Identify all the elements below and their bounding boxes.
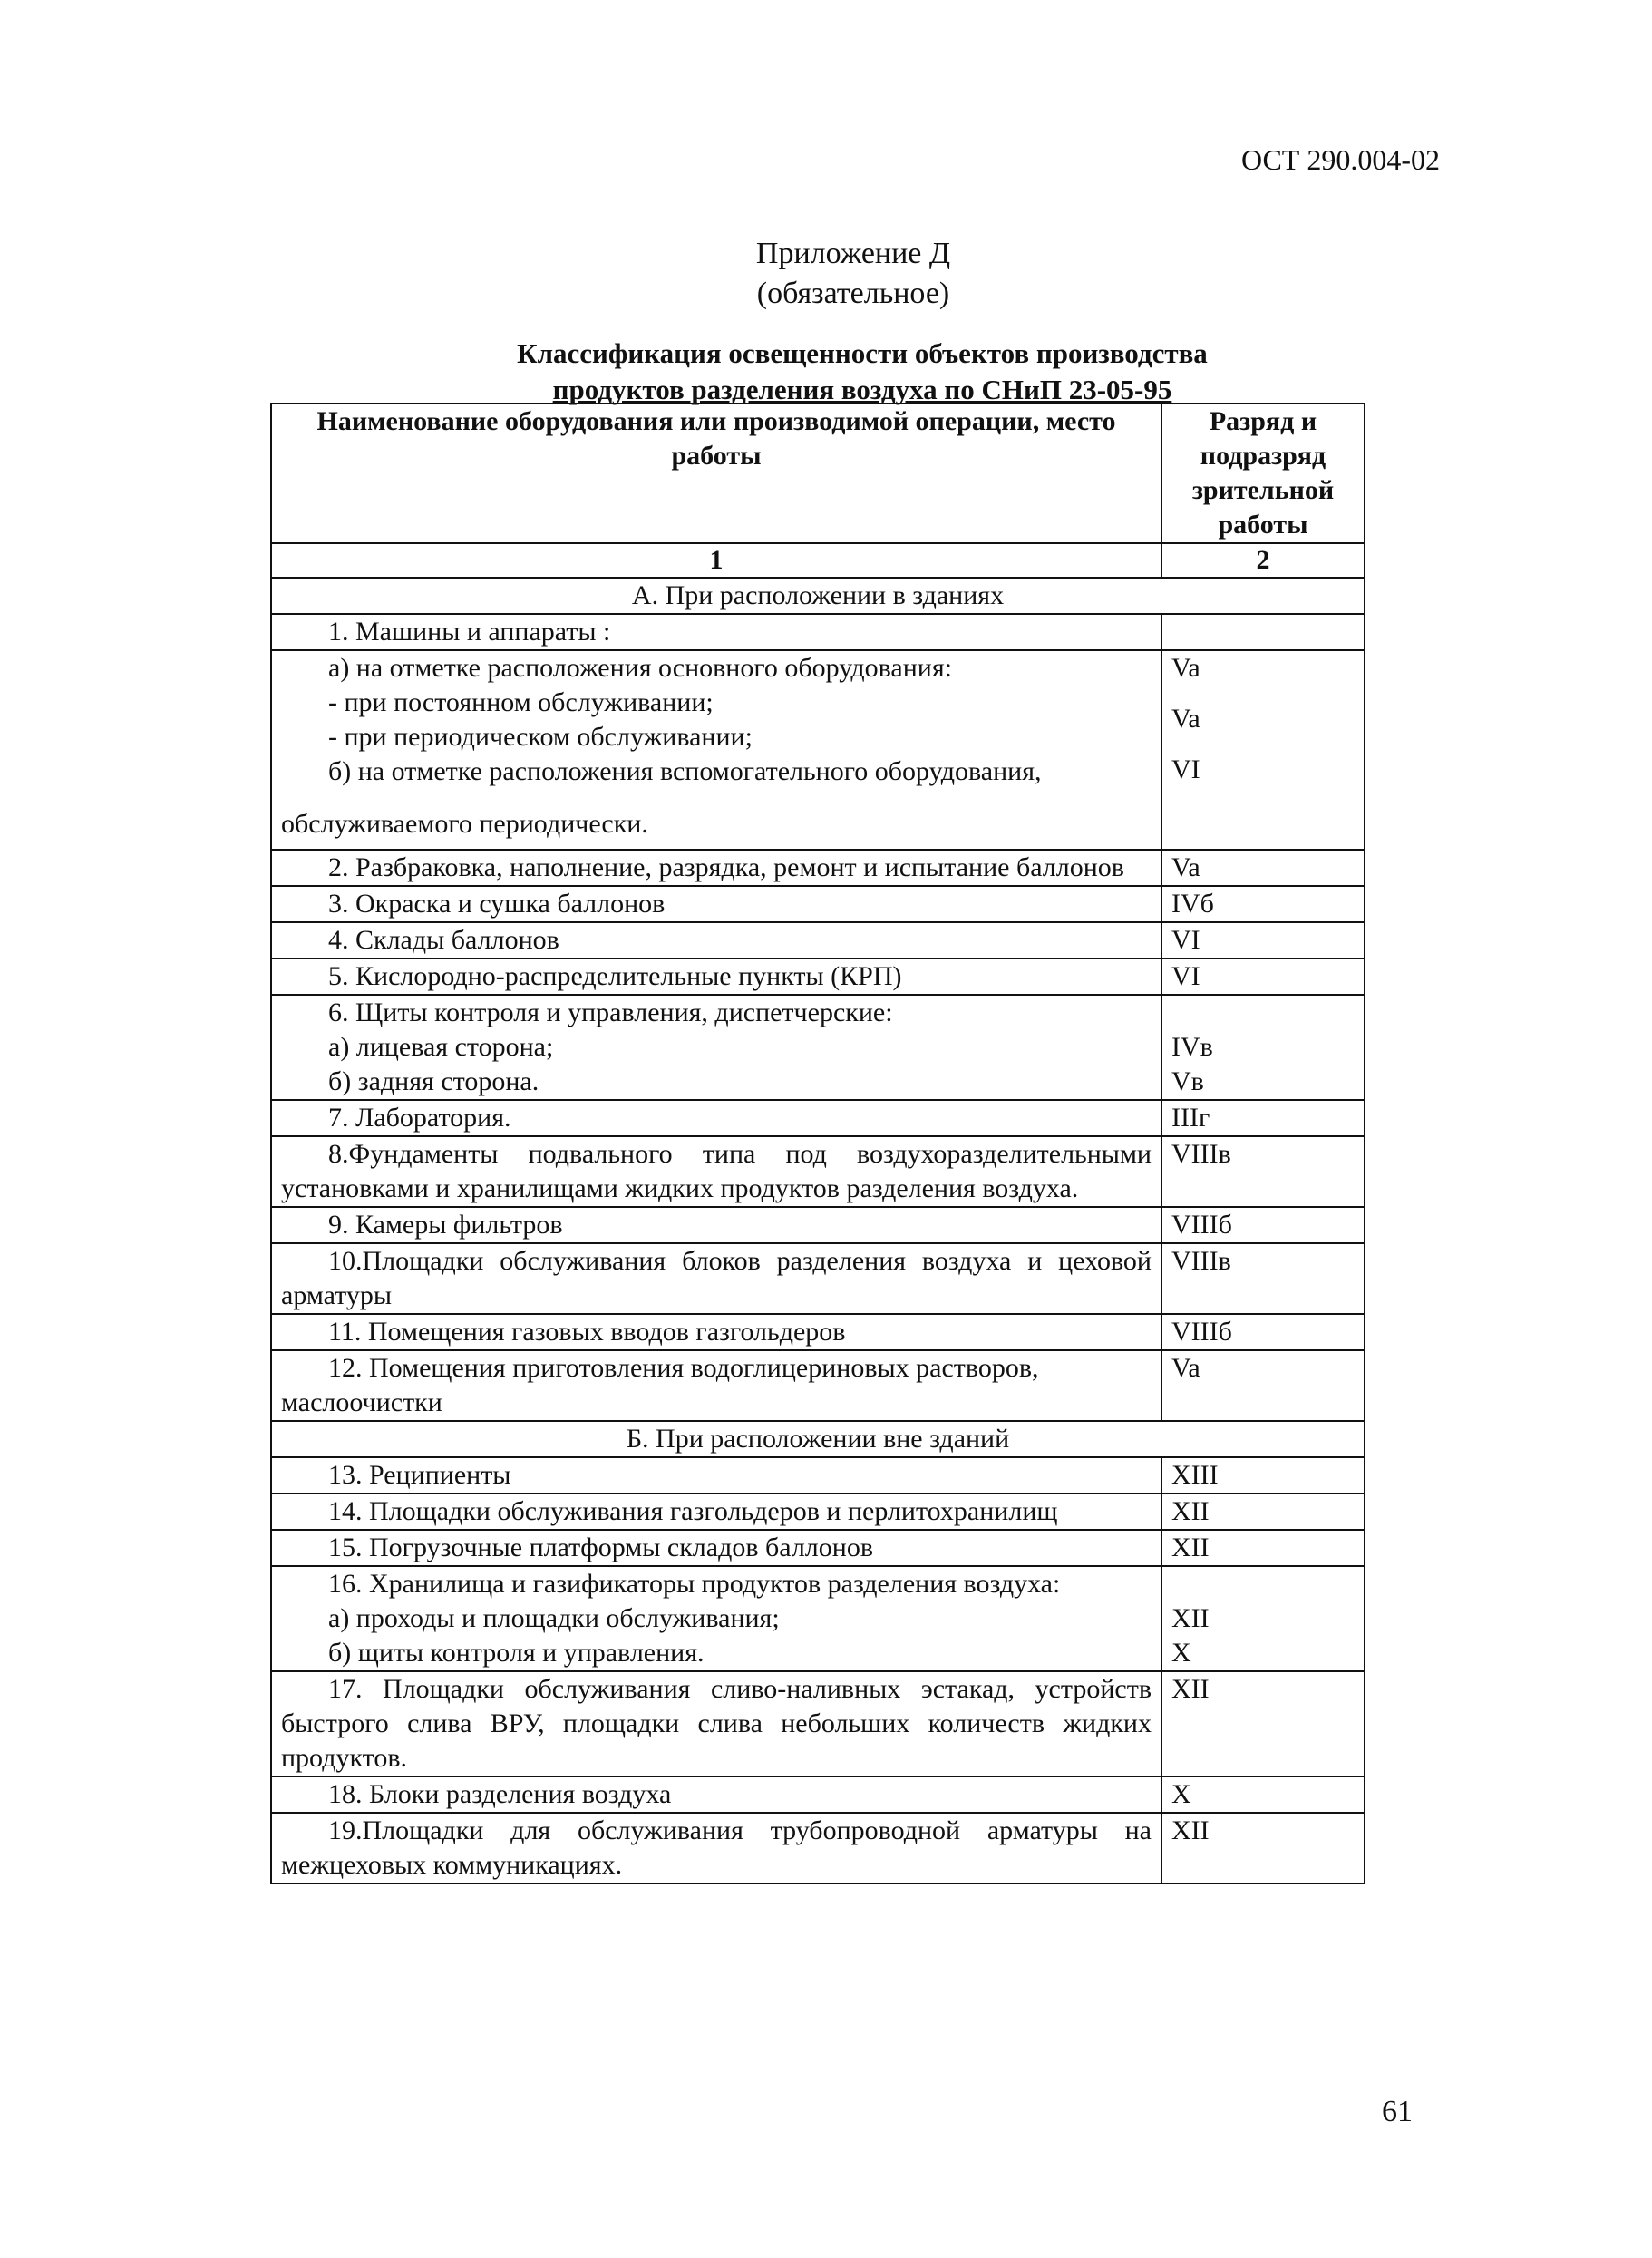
row16-b-value: X: [1171, 1638, 1191, 1668]
table-row: [271, 922, 1365, 959]
row1-a-value: Va: [1171, 653, 1200, 683]
table-header-row: [271, 404, 1365, 543]
row17-value: XII: [1161, 1671, 1365, 1776]
table-row: [271, 1136, 1365, 1207]
row1-p-value: Va: [1171, 704, 1200, 734]
row18-text: 18. Блоки разделения воздуха: [271, 1776, 1161, 1813]
row16-values: [1161, 1566, 1365, 1671]
row5-text: 5. Кислородно-распределительные пункты (КРП): [271, 959, 1161, 995]
table-row: [271, 1100, 1365, 1136]
table-row: [271, 959, 1365, 995]
table-row: [271, 1207, 1365, 1243]
row1-title: 1. Машины и аппараты :: [271, 614, 1161, 650]
row8-text: 8.Фундаменты подвального типа под воздухоразделительными установками и хранилищами жидких продуктов разделения воздуха.: [271, 1136, 1161, 1207]
row8-value: VIIIв: [1161, 1136, 1365, 1207]
table-title: [0, 336, 1652, 408]
row6-values: [1161, 995, 1365, 1100]
row14-value: XII: [1161, 1494, 1365, 1530]
row15-value: XII: [1161, 1530, 1365, 1566]
table-row: [271, 850, 1365, 886]
row12-text: 12. Помещения приготовления водоглицериновых растворов, маслоочистки: [271, 1350, 1161, 1421]
column-number-2: 2: [1161, 543, 1365, 578]
table-row: [271, 1350, 1365, 1421]
table-row: [271, 995, 1365, 1100]
row13-text: 13. Реципиенты: [271, 1457, 1161, 1494]
row4-text: 4. Склады баллонов: [271, 922, 1161, 959]
row1-p2: - при периодическом обслуживании;: [328, 722, 753, 752]
header-col2: Разряд и подразряд зрительной работы: [1161, 404, 1365, 543]
row11-text: 11. Помещения газовых вводов газгольдеров: [271, 1314, 1161, 1350]
section-row-b: [271, 1421, 1365, 1457]
table-row: [271, 1314, 1365, 1350]
row13-value: XIII: [1161, 1457, 1365, 1494]
row1-b-value: VI: [1171, 754, 1200, 784]
row10-text: 10.Площадки обслуживания блоков разделения воздуха и цеховой арматуры: [271, 1243, 1161, 1314]
appendix-note: (обязательное): [756, 277, 950, 310]
row3-value: IVб: [1161, 886, 1365, 922]
table-row: [271, 1243, 1365, 1314]
table-row: [271, 886, 1365, 922]
row16-title: 16. Хранилища и газификаторы продуктов разделения воздуха:: [328, 1569, 1061, 1599]
row16-a: а) проходы и площадки обслуживания;: [328, 1603, 780, 1633]
appendix-title: Приложение Д: [755, 237, 951, 270]
row9-value: VIIIб: [1161, 1207, 1365, 1243]
section-row-a: [271, 578, 1365, 614]
section-a-label: А. При расположении в зданиях: [271, 578, 1365, 614]
row12-value: Va: [1161, 1350, 1365, 1421]
row1-b2: обслуживаемого периодически.: [281, 809, 648, 839]
table-row: [271, 1566, 1365, 1671]
row7-value: IIIг: [1161, 1100, 1365, 1136]
row6-title: 6. Щиты контроля и управления, диспетчерские:: [328, 998, 893, 1027]
page-number: 61: [1382, 2095, 1413, 2128]
table-title-line1: Классификация освещенности объектов производства: [517, 337, 1208, 369]
row18-value: X: [1161, 1776, 1365, 1813]
column-number-row: [271, 543, 1365, 578]
column-number-1: 1: [271, 543, 1161, 578]
row16-a-value: XII: [1171, 1603, 1210, 1633]
table-row: [271, 1530, 1365, 1566]
table-row: [271, 1494, 1365, 1530]
classification-table: [270, 403, 1365, 1884]
row1-a: а) на отметке расположения основного оборудования:: [328, 653, 952, 683]
row15-text: 15. Погрузочные платформы складов баллонов: [271, 1530, 1161, 1566]
row6-details: [271, 995, 1161, 1100]
row1-values: [1161, 650, 1365, 850]
row7-text: 7. Лаборатория.: [271, 1100, 1161, 1136]
table-row: [271, 1776, 1365, 1813]
row6-b: б) задняя сторона.: [328, 1066, 539, 1096]
row11-value: VIIIб: [1161, 1314, 1365, 1350]
row16-details: [271, 1566, 1161, 1671]
row19-value: XII: [1161, 1813, 1365, 1883]
row5-value: VI: [1161, 959, 1365, 995]
row6-b-value: Vв: [1171, 1066, 1204, 1096]
table-row: [271, 650, 1365, 850]
row9-text: 9. Камеры фильтров: [271, 1207, 1161, 1243]
row14-text: 14. Площадки обслуживания газгольдеров и перлитохранилищ: [271, 1494, 1161, 1530]
table-row: [271, 1813, 1365, 1883]
row1-details: [271, 650, 1161, 850]
row2-value: Va: [1161, 850, 1365, 886]
table-row: [271, 614, 1365, 650]
row2-text: 2. Разбраковка, наполнение, разрядка, ремонт и испытание баллонов: [271, 850, 1161, 886]
table-row: [271, 1671, 1365, 1776]
row16-b: б) щиты контроля и управления.: [328, 1638, 705, 1668]
row1-p1: - при постоянном обслуживании;: [328, 687, 714, 717]
section-b-label: Б. При расположении вне зданий: [271, 1421, 1365, 1457]
document-code: ОСТ 290.004-02: [1240, 143, 1440, 176]
row6-a: а) лицевая сторона;: [328, 1032, 554, 1062]
row6-a-value: IVв: [1171, 1032, 1213, 1062]
row3-text: 3. Окраска и сушка баллонов: [271, 886, 1161, 922]
row17-text: 17. Площадки обслуживания сливо-наливных эстакад, устройств быстрого слива ВРУ, площадки слива небольших количеств жидких продуктов.: [271, 1671, 1161, 1776]
row10-value: VIIIв: [1161, 1243, 1365, 1314]
appendix-heading: [0, 234, 1652, 314]
table-row: [271, 1457, 1365, 1494]
row1-b1: б) на отметке расположения вспомогательного оборудования,: [328, 756, 1042, 786]
header-col1: Наименование оборудования или производимой операции, место работы: [271, 404, 1161, 543]
table-title-line2: продуктов разделения воздуха по СНиП 23-05-95: [552, 374, 1172, 405]
row19-text: 19.Площадки для обслуживания трубопроводной арматуры на межцеховых коммуникациях.: [271, 1813, 1161, 1883]
row4-value: VI: [1161, 922, 1365, 959]
